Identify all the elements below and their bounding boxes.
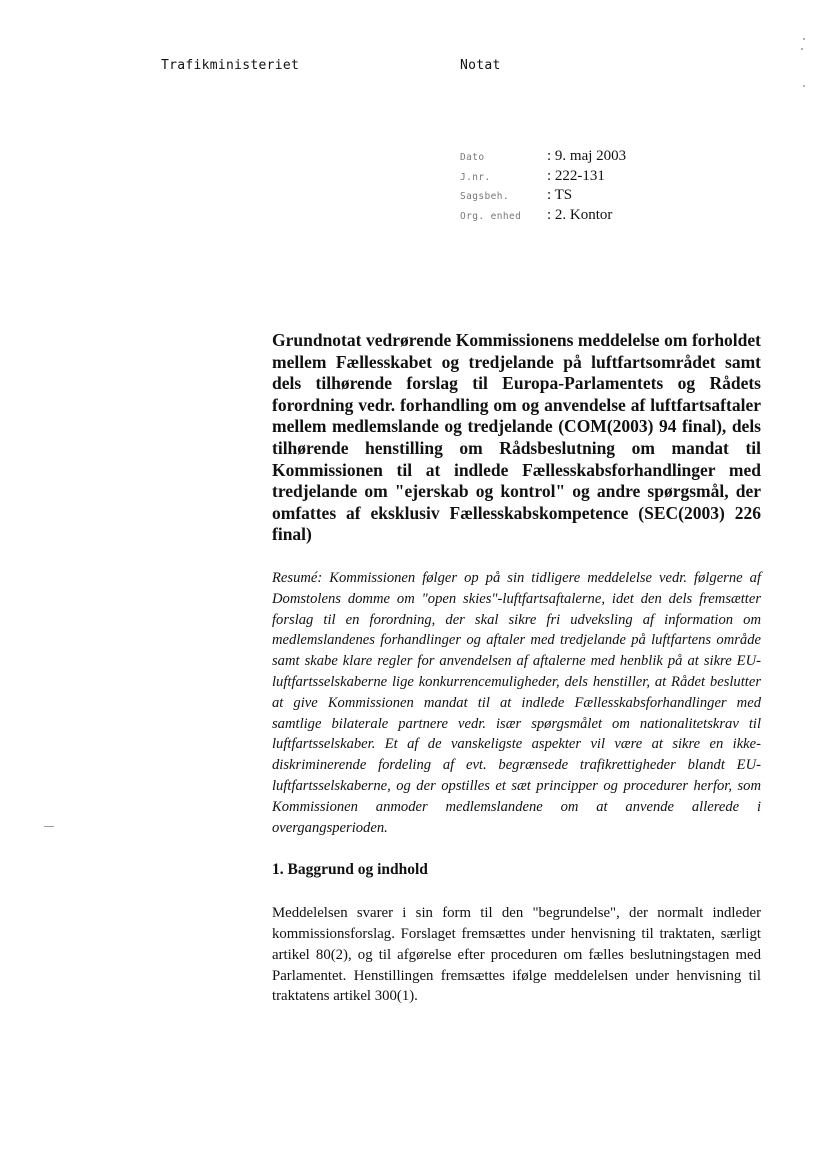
meta-label: J.nr. — [460, 171, 491, 183]
main-content — [272, 330, 761, 1007]
meta-value: : TS — [547, 187, 573, 203]
meta-value: : 9. maj 2003 — [547, 148, 627, 164]
meta-label: Sagsbeh. — [460, 191, 509, 202]
scan-speck — [44, 826, 54, 827]
meta-row-org-unit — [460, 207, 626, 227]
meta-row-journal-number — [460, 168, 626, 188]
ministry-name: Trafikministeriet — [161, 58, 300, 73]
scan-speck — [803, 85, 805, 87]
section-body: Meddelelsen svarer i sin form til den "begrundelse", der normalt indleder kommissionsforslag. Forslaget fremsættes under henvisning til traktaten, særligt artikel 80(2), og til afgørelse efter proceduren om fælles beslutningstagen med Parlamentet. Henstillingen fremsættes ifølge meddelelsen under henvisning til traktatens artikel 300(1). — [272, 905, 761, 1005]
meta-label: Org. enhed — [460, 210, 522, 222]
meta-row-date — [460, 148, 626, 168]
meta-label: Dato — [460, 152, 485, 163]
document-meta — [460, 148, 626, 226]
section-heading: 1. Baggrund og indhold — [272, 861, 428, 879]
document-title: Grundnotat vedrørende Kommissionens meddelelse om forholdet mellem Fællesskabet og tredjelande på luftfartsområdet samt dels tilhørende forslag til Europa-Parlamentets og Rådets forordning vedr. forhandling om og anvendelse af luftfartsaftaler mellem medlemslande og tredjelande (COM(2003) 94 final), dels tilhørende henstilling om Rådsbeslutning om mandat til Kommissionen til at indlede Fællesskabsforhandlinger med tredjelande om "ejerskab og kontrol" og andre spørgsmål, der omfattes af eksklusiv Fællesskabskompetence (SEC(2003) 226 final) — [272, 330, 761, 545]
document-type: Notat — [460, 58, 501, 73]
meta-row-case-officer — [460, 187, 626, 207]
meta-value: : 222-131 — [547, 167, 605, 184]
resume-paragraph: Resumé: Kommissionen følger op på sin tidligere meddelelse vedr. følgerne af Domstolens domme om "open skies"-luftfartsaftalerne, idet den dels fremsætter forslag til en forordning, der skal sikre fri udveksling af information om medlemslandenes forhandlinger og aftaler med tredjelande på luftfartens område samt skabe klare regler for anvendelsen af aftalerne med henblik på at sikre EU-luftfartsselskaberne lige konkurrencemuligheder, dels henstiller, at Rådet beslutter at give Kommissionen mandat til at indlede Fællesskabsforhandlinger med samtlige bilaterale partnere vedr. især spørgsmålet om nationalitetskrav til luftfartsselskaber. Et af de vanskeligste aspekter vil være at sikre en ikke-diskriminerende fordeling af evt. begrænsede trafikrettigheder blandt EU-luftfartsselskaberne, og der opstilles et sæt principper og procedurer herfor, som Kommissionen anmoder medlemslandene om at anvende allerede i overgangsperioden. — [272, 569, 761, 836]
meta-value: : 2. Kontor — [547, 206, 613, 223]
scan-speck — [803, 38, 805, 40]
scan-speck — [801, 48, 803, 50]
